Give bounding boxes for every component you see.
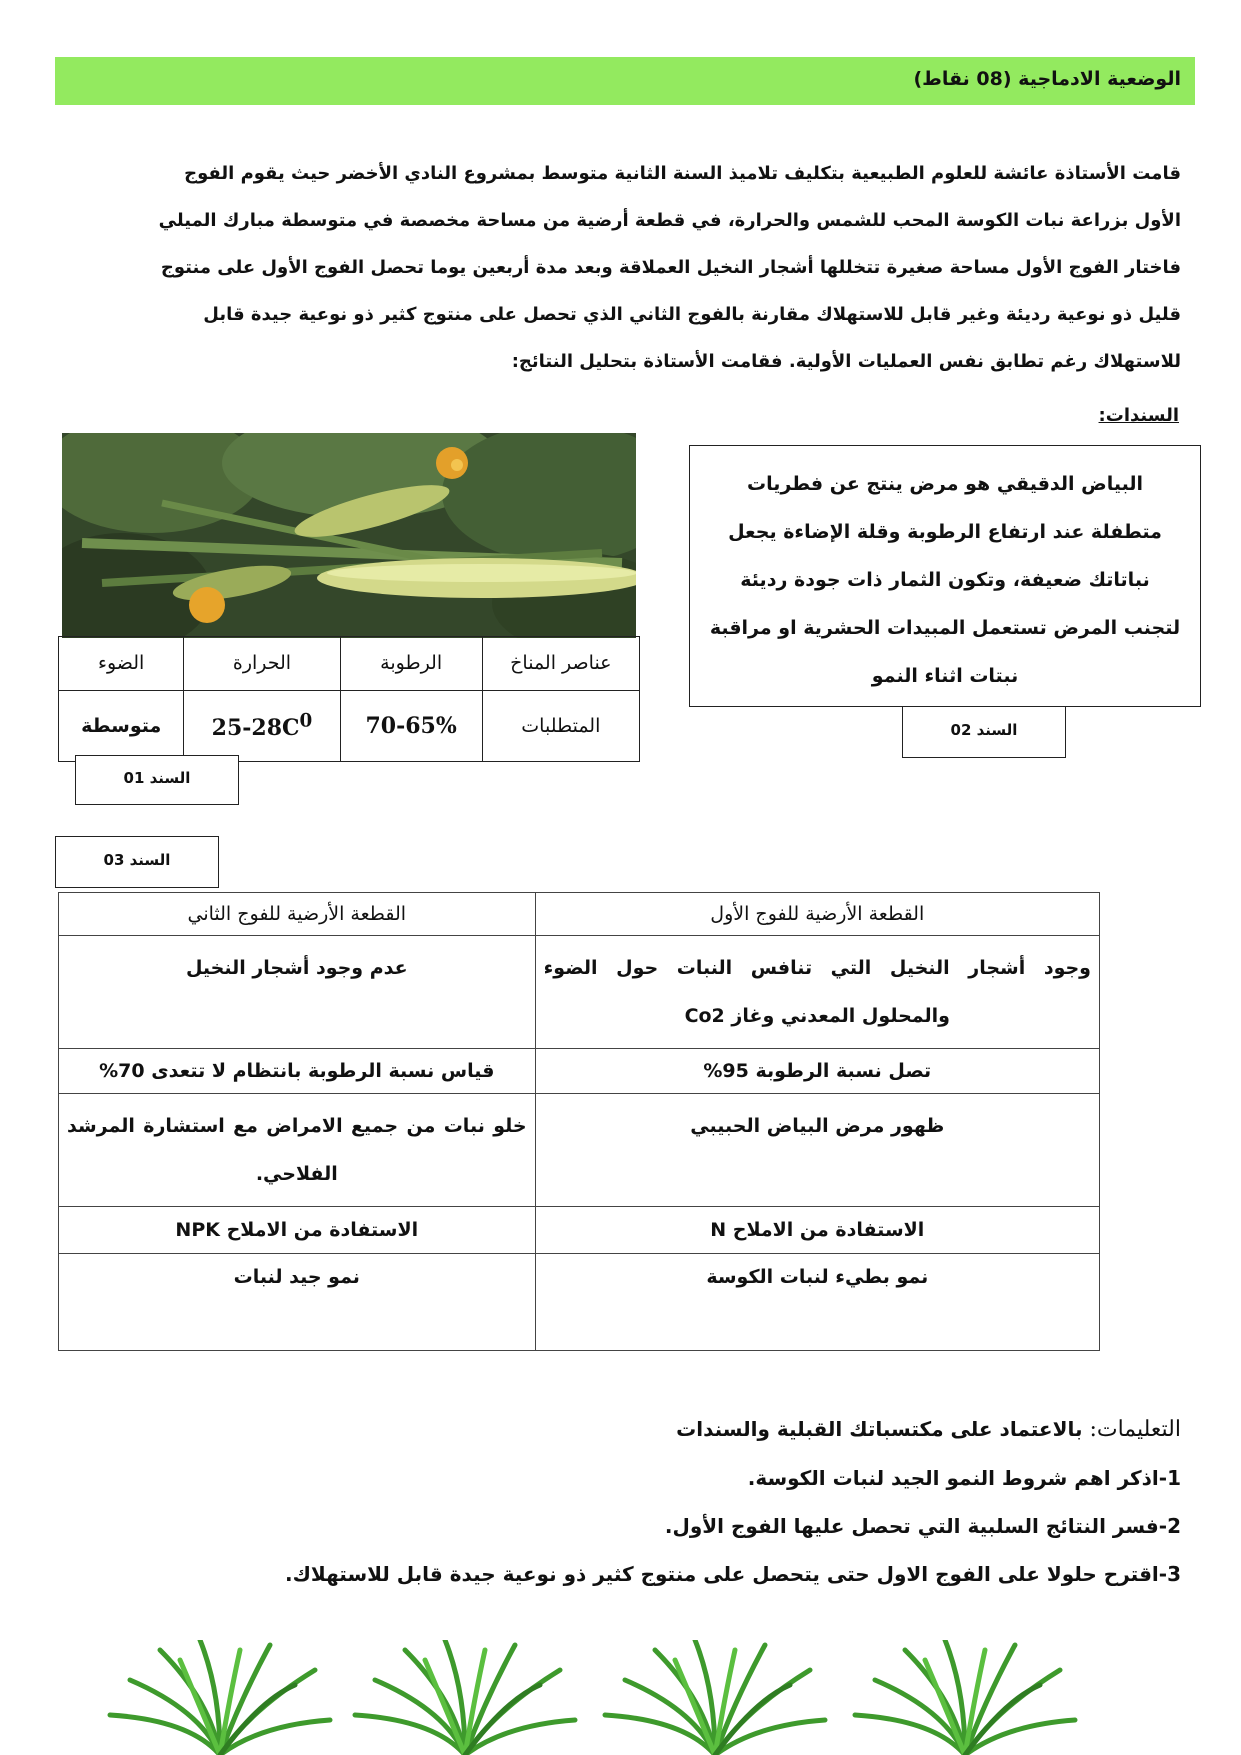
table-row	[59, 936, 1100, 1049]
temperature-value	[184, 690, 340, 761]
group2-cell: عدم وجود أشجار النخيل	[59, 936, 536, 1049]
intro-line: فاختار الفوج الأول مساحة صغيرة تتخللها أشجار النخيل العملاقة وبعد مدة أربعين يوما تحصل الفوج الأول على منتوج	[160, 257, 1181, 278]
instruction-number: 3	[1167, 1562, 1181, 1586]
doc2-line: متطفلة عند ارتفاع الرطوبة وقلة الإضاءة يجعل	[728, 521, 1162, 543]
group2-header: القطعة الأرضية للفوج الثاني	[59, 893, 536, 936]
table-row	[59, 1049, 1100, 1094]
intro-line: الأول بزراعة نبات الكوسة المحب للشمس والحرارة، في قطعة أرضية من مساحة مخصصة في متوسطة مبارك الميلي	[158, 210, 1181, 231]
instruction-text: -اذكر اهم شروط النمو الجيد لنبات الكوسة.	[747, 1466, 1168, 1490]
zucchini-plant-photo	[62, 433, 636, 638]
table-row	[59, 690, 640, 761]
temperature-text: 25-28C	[211, 714, 300, 741]
group1-cell: نمو بطيء لنبات الكوسة	[535, 1254, 1099, 1351]
comparison-table	[58, 892, 1100, 1351]
requirements-label: المتطلبات	[482, 690, 639, 761]
header-bar	[55, 57, 1195, 105]
group2-cell: خلو نبات من جميع الامراض مع استشارة المرشد الفلاحي.	[59, 1094, 536, 1207]
table-row	[59, 1094, 1100, 1207]
instruction-text: -فسر النتائج السلبية التي تحصل عليها الفوج الأول.	[664, 1514, 1168, 1538]
doc2-line: لتجنب المرض تستعمل المبيدات الحشرية او مراقبة	[709, 617, 1181, 639]
group2-cell: نمو جيد لنبات	[59, 1254, 536, 1351]
doc2-line: نبتات اثناء النمو	[871, 665, 1019, 687]
group1-cell: وجود أشجار النخيل التي تنافس النبات حول الضوء والمحلول المعدني وغاز Co2	[535, 936, 1099, 1049]
climate-header-cell: الضوء	[59, 637, 184, 691]
instructions-section	[181, 1405, 1181, 1598]
instruction-number: 2	[1167, 1514, 1181, 1538]
temperature-superscript: 0	[299, 710, 313, 732]
instructions-heading	[181, 1405, 1181, 1454]
sources-heading: السندات:	[1098, 405, 1179, 426]
intro-line: قليل ذو نوعية رديئة وغير قابل للاستهلاك مقارنة بالفوج الثاني الذي تحصل على منتوج كثير ذو نوعية جيدة قابل	[203, 304, 1181, 325]
document-02-label: السند 02	[902, 706, 1066, 758]
climate-header-cell: الحرارة	[184, 637, 340, 691]
table-row	[59, 1254, 1100, 1351]
light-value: متوسطة	[59, 690, 184, 761]
instructions-label: التعليمات:	[1089, 1417, 1181, 1442]
instruction-item	[181, 1550, 1181, 1598]
climate-header-cell: الرطوبة	[340, 637, 482, 691]
group1-cell: تصل نسبة الرطوبة 95%	[535, 1049, 1099, 1094]
group1-cell: الاستفادة من الاملاح N	[535, 1207, 1099, 1254]
document-01-label: السند 01	[75, 755, 239, 805]
instructions-intro: بالاعتماد على مكتسباتك القبلية والسندات	[676, 1417, 1083, 1441]
document-03-label: السند 03	[55, 836, 219, 888]
table-row	[59, 637, 640, 691]
doc2-line: البياض الدقيقي هو مرض ينتج عن فطريات	[746, 473, 1144, 495]
doc2-line: نباتاتك ضعيفة، وتكون الثمار ذات جودة رديئة	[740, 569, 1150, 591]
grass-decoration-icon	[100, 1640, 1160, 1755]
group2-cell: قياس نسبة الرطوبة بانتظام لا تتعدى 70%	[59, 1049, 536, 1094]
table-row	[59, 893, 1100, 936]
humidity-value: 70-65%	[340, 690, 482, 761]
group1-cell: ظهور مرض البياض الحبيبي	[535, 1094, 1099, 1207]
instruction-number: 1	[1167, 1466, 1181, 1490]
page-title: الوضعية الادماجية (08 نقاط)	[913, 68, 1181, 90]
climate-header-cell: عناصر المناخ	[482, 637, 639, 691]
instruction-item	[181, 1502, 1181, 1550]
table-row	[59, 1207, 1100, 1254]
group2-cell: الاستفادة من الاملاح NPK	[59, 1207, 536, 1254]
instruction-item	[181, 1454, 1181, 1502]
intro-line: للاستهلاك رغم تطابق نفس العمليات الأولية. فقامت الأستاذة بتحليل النتائج:	[511, 351, 1181, 372]
climate-requirements-table	[58, 636, 640, 762]
group1-header: القطعة الأرضية للفوج الأول	[535, 893, 1099, 936]
intro-paragraph	[31, 150, 1181, 385]
instruction-text: -اقترح حلولا على الفوج الاول حتى يتحصل على منتوج كثير ذو نوعية جيدة قابل للاستهلاك.	[284, 1562, 1168, 1586]
intro-line: قامت الأستاذة عائشة للعلوم الطبيعية بتكليف تلاميذ السنة الثانية متوسط بمشروع النادي الأخضر حيث يقوم الفوج	[184, 163, 1181, 184]
document-02-box	[689, 445, 1201, 707]
